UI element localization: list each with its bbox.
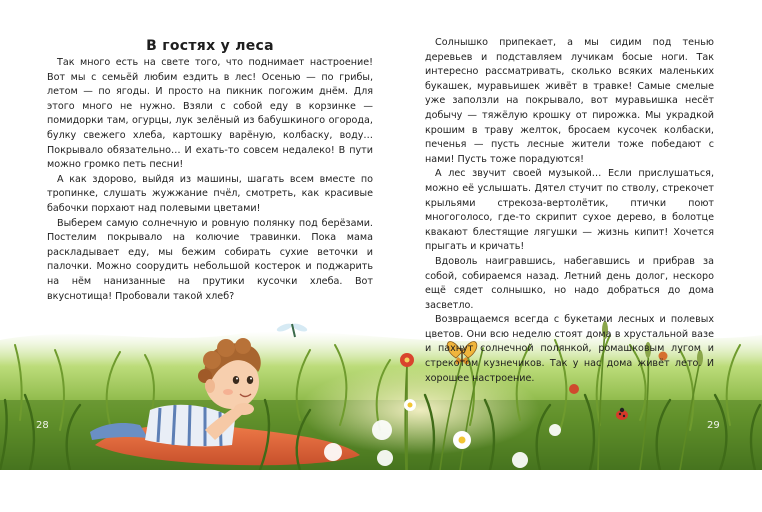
- right-page-column: [425, 36, 714, 386]
- right-paragraph-4: Возвращаемся всегда с букетами лесных и полевых цветов. Они всю неделю стоят дома в хрустальной вазе и пахнут солнечной полянкой, ромашковым лугом и стрекотом кузнечиков. Так у нас дома живёт лето. И хорошее настроение.: [425, 314, 714, 384]
- right-paragraph-1: Солнышко припекает, а мы сидим под тенью деревьев и подставляем лучикам босые ноги. Так интересно рассматривать, сколько всяких маленьких букашек, муравьишек живёт в травке! Самые смелые уже заползли на покрывало, вот муравьишка несёт добычу — тяжёлую крошку от пирожка. Мы украдкой крошим в траву желток, бросаем кусочек колбаски, печенья — пусть лесные жители тоже победают с нами! Пусть тоже порадуются!: [425, 37, 714, 165]
- left-paragraph-2: А как здорово, выйдя из машины, шагать всем вместе по тропинке, слушать жужжание пчёл, смотреть, как красивые бабочки порхают над полевыми цветами!: [47, 173, 373, 214]
- page-title: В гостях у леса: [146, 38, 274, 54]
- page-number-left: 28: [36, 420, 49, 431]
- right-paragraph-3: Вдоволь наигравшись, набегавшись и прибрав за собой, собираемся назад. Летний день долог, нескоро ещё сядет солнышко, но надо добраться до дома засветло.: [425, 255, 714, 311]
- right-paragraph-2: А лес звучит своей музыкой… Если прислушаться, можно её услышать. Дятел стучит по стволу, стрекочет крыльями стрекоза-вертолётик, птички поют многоголосо, где-то скрипит сухое дерево, в болотце квакают блестящие лягушки — жизнь кипит! Хочется прыгать и кричать!: [425, 168, 714, 253]
- left-paragraph-1: Так много есть на свете того, что поднимает настроение! Вот мы с семьёй любим ездить в лес! Осенью — по грибы, летом — по ягоды. И просто на пикник погожим днём. Для этого много не нужно. Взяли с собой еду в корзинке — помидорки там, огурцы, лук зелёный из бабушкиного огорода, булку свежего хлеба, картошку варёную, колбаску, воду… Покрывало обязательно… И ехать-то совсем недалеко! В пути можно громко петь песни!: [47, 57, 373, 171]
- page-number-right: 29: [707, 420, 720, 431]
- left-paragraph-3: Выберем самую солнечную и ровную полянку под берёзами. Постелим покрывало на колючие травинки. Пока мама раскладывает еду, мы бежим собирать сухие веточки и палочки. Можно соорудить небольшой костерок и поджарить на нём нанизанные на прутики кусочки хлеба. Вот вкуснотища! Пробовали такой хлеб?: [47, 217, 373, 302]
